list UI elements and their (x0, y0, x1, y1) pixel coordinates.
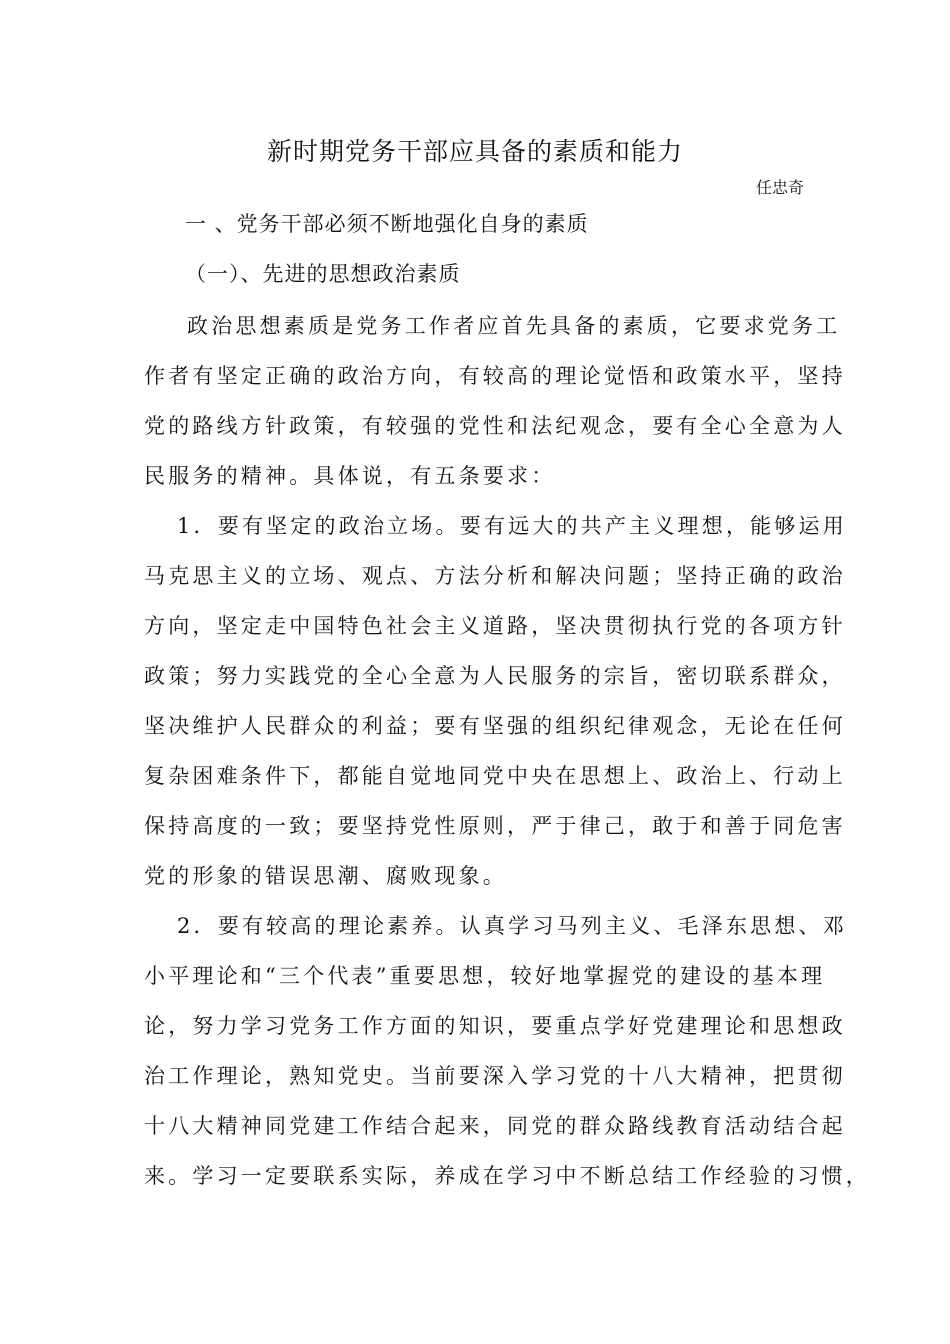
paragraph-line: 坚决维护人民群众的利益；要有坚强的组织纪律观念，无论在任何 (144, 714, 846, 738)
document-author: 任忠奇 (755, 178, 804, 197)
paragraph-line: 马克思主义的立场、观点、方法分析和解决问题；坚持正确的政治 (144, 564, 846, 588)
paragraph-line: 政治思想素质是党务工作者应首先具备的素质，它要求党务工 (187, 314, 841, 338)
paragraph-line: 复杂困难条件下，都能自觉地同党中央在思想上、政治上、行动上 (144, 764, 846, 788)
paragraph-line: 政策；努力实践党的全心全意为人民服务的宗旨，密切联系群众， (144, 664, 846, 688)
paragraph-line: 小平理论和“三个代表”重要思想，较好地掌握党的建设的基本理 (144, 964, 826, 988)
paragraph-line: 保持高度的一致；要坚持党性原则，严于律己，敢于和善于同危害 (144, 814, 846, 838)
paragraph-line: 论，努力学习党务工作方面的知识，要重点学好党建理论和思想政 (144, 1014, 846, 1038)
paragraph-line: 治工作理论，熟知党史。当前要深入学习党的十八大精神，把贯彻 (144, 1064, 846, 1088)
paragraph-line: 党的形象的错误思潮、腐败现象。 (144, 864, 507, 888)
paragraph-line: 方向，坚定走中国特色社会主义道路，坚决贯彻执行党的各项方针 (144, 614, 846, 638)
paragraph-line: 1．要有坚定的政治立场。要有远大的共产主义理想，能够运用 (177, 514, 847, 538)
paragraph-line: 十八大精神同党建工作结合起来，同党的群众路线教育活动结合起 (144, 1114, 846, 1138)
section-heading-1: 一 、党务干部必须不断地强化自身的素质 (185, 212, 589, 236)
document-title: 新时期党务干部应具备的素质和能力 (266, 137, 683, 166)
paragraph-line: 民服务的精神。具体说，有五条要求： (144, 464, 556, 488)
paragraph-line: 党的路线方针政策，有较强的党性和法纪观念，要有全心全意为人 (144, 414, 846, 438)
subsection-heading-1: （一）、先进的思想政治素质 (185, 262, 461, 286)
paragraph-line: 2．要有较高的理论素养。认真学习马列主义、毛泽东思想、邓 (177, 914, 847, 938)
paragraph-line: 作者有坚定正确的政治方向，有较高的理论觉悟和政策水平，坚持 (144, 364, 846, 388)
paragraph-line: 来。学习一定要联系实际，养成在学习中不断总结工作经验的习惯， (144, 1164, 870, 1188)
